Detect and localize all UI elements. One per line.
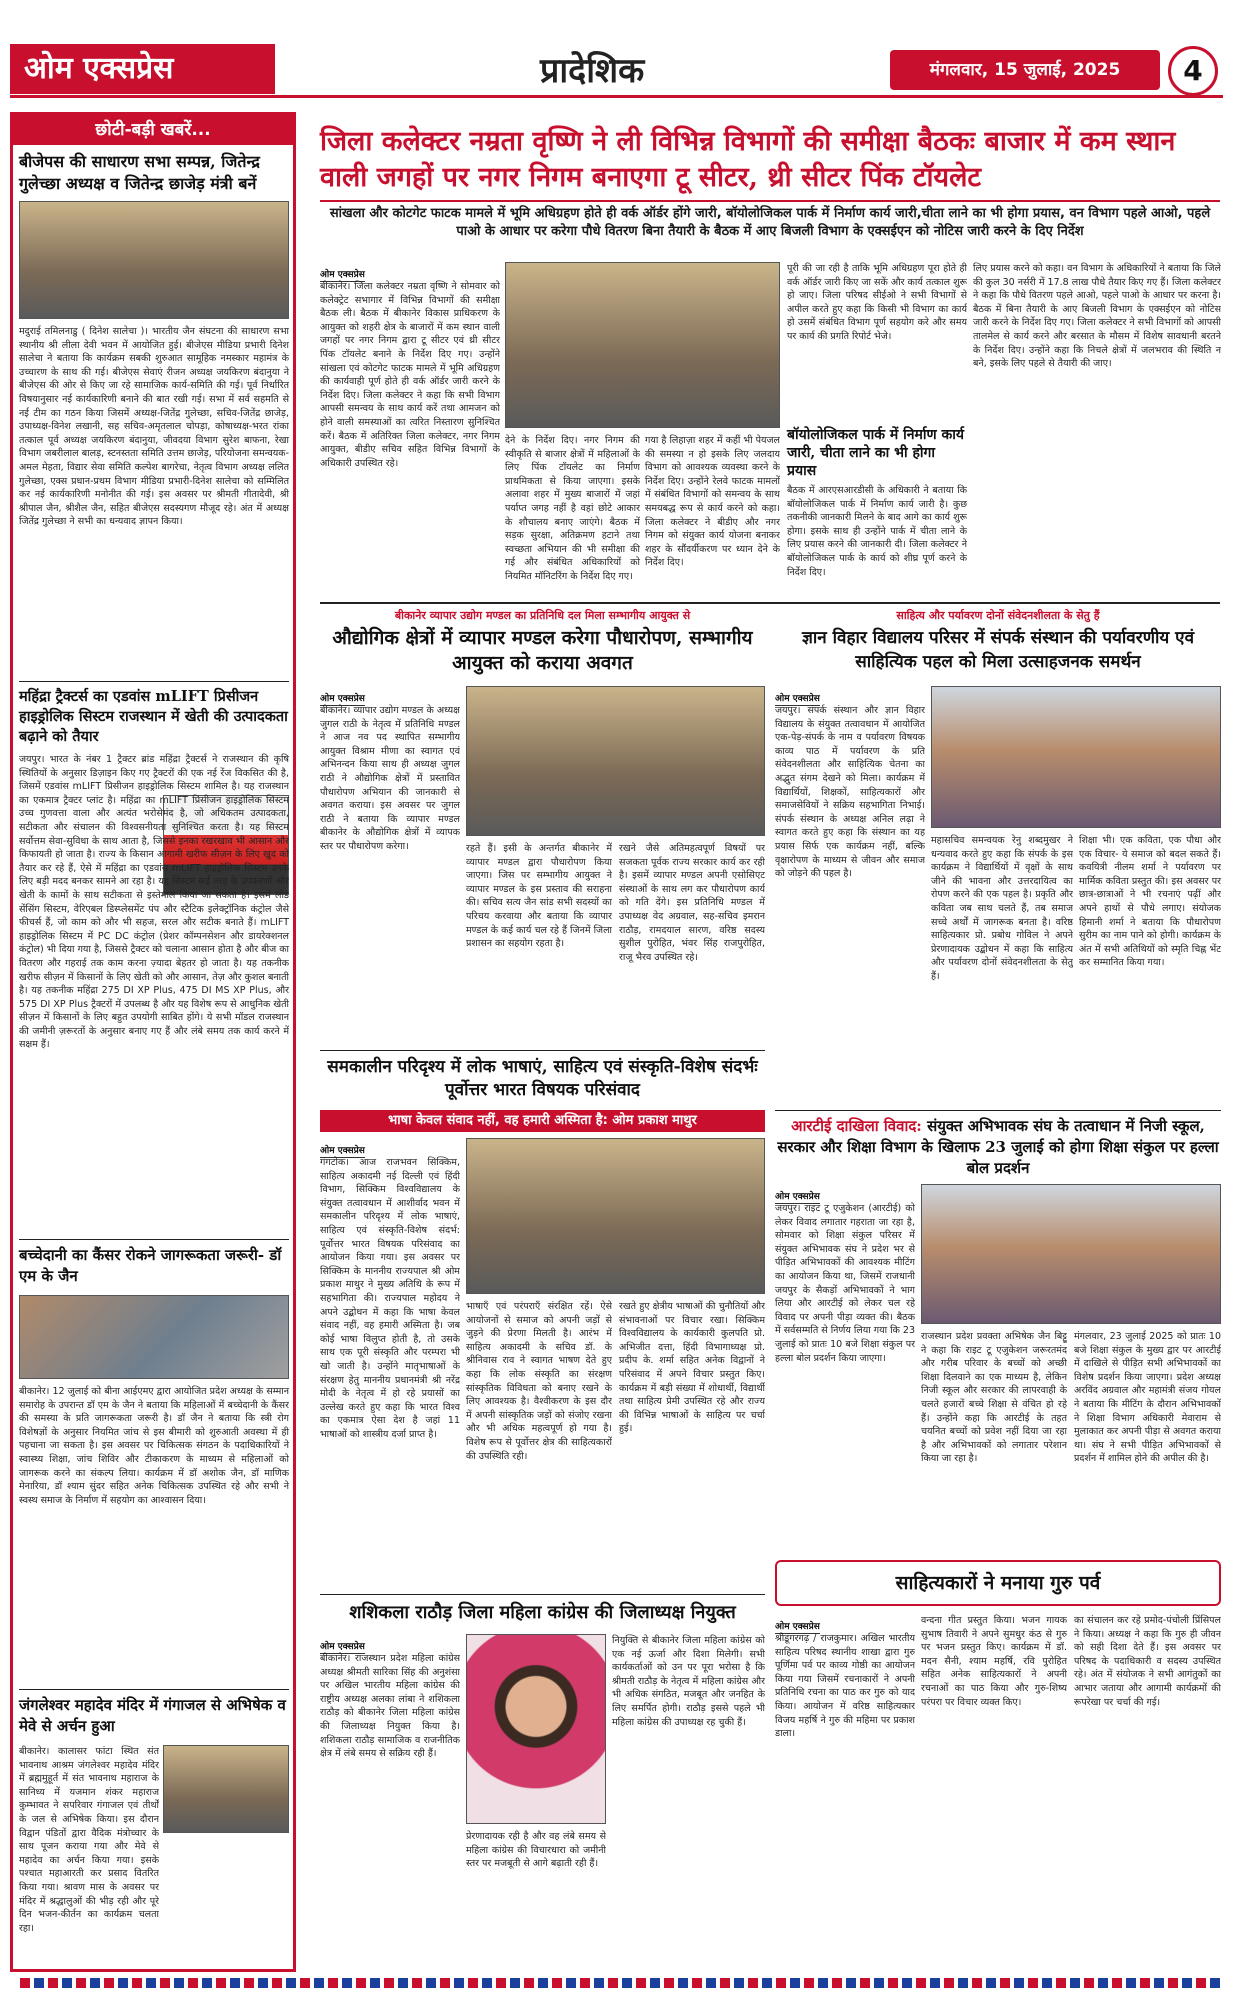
a2-body-1: जयपुर। संपर्क संस्थान और ज्ञान विहार विद्यालय के संयुक्त तत्वावधान में आयोजित एक-पेड़-संपर्क के नाम व पर्यावरण विषयक काव्य पाठ में पर्यावरण के प्रति संवेदनशीलता और साहित्यिक चेतना का अद्भुत संगम देखने को मिला। कार्यक्रम में विद्यार्थियों, शिक्षकों, साहित्यकारों और समाजसेवियों ने सक्रिय सहभागिता निभाई। संपर्क संस्थान के अध्यक्ष अनिल लढ़ा ने स्वागत करते हुए कहा कि संस्थान का यह प्रयास सिर्फ एक कार्यक्रम नहीं, बल्कि वृक्षारोपण के माध्यम से जीवन और समाज को जोड़ने की पहल है। <box>775 705 925 880</box>
a1-photo <box>466 686 765 836</box>
a5-byline: ओम एक्सप्रेस <box>320 1639 365 1654</box>
s3-photo <box>19 1295 289 1379</box>
s2-body: जयपुर। भारत के नंबर 1 ट्रैक्टर ब्रांड महिंद्रा ट्रैक्टर्स ने राजस्थान की कृषि स्थितियों के अनुसार डिज़ाइन किए गए ट्रैक्टरों की एक नई रेंज विकसित की है, जिसमें एडवांस mLIFT प्रिसीजन हाइड्रोलिक सिस्टम शामिल है। यह राजस्थान का एकमात्र ट्रैक्टर प्लांट है। महिंद्रा का mLIFT प्रिसीजन हाइड्रोलिक सिस्टम उच्च गुणवत्ता वाला और अत्यंत भरोसेमंद है, जो अधिकतम उत्पादकता, सटीकता और संचालन की विश्वसनीयता सुनिश्चित करता है। यह सिस्टम सर्वोत्तम सेवा-सुविधा के साथ आता है, जिससे इनका रखरखाव भी आसान और किफायती हो जाता है। राज्य के किसान आगामी खरीफ सीज़न के लिए खुद को तैयार कर रहे हैं, ऐसे में महिंद्रा का एडवांस mLIFT हाइड्रोलिक सिस्टम उनके लिए बड़ी मदद बनकर सामने आ रहा है। यह सिस्टम कई तरह के उपकरणों और खेती के कामों के साथ सटीकता से इस्तेमाल किया जा सकता है। इसमें लोड सेंसिंग सिस्टम, वेरिएबल डिस्प्लेसमेंट पंप और स्टैटिक इलेक्ट्रॉनिक कंट्रोल जैसे फीचर्स हैं, जो काम को और भी सहज, सरल और सटीक बनाते हैं। mLIFT हाइड्रोलिक सिस्टम में PC DC कंट्रोल (प्रेशर कॉम्पनसेशन और डायरेक्शनल कंट्रोल) भी दिया गया है, जिससे ट्रैक्टर को चलाना आसान होता है और बीज का वितरण और गहराई तक काम करना ज़्यादा बेहतर हो जाता है। यह तकनीक खरीफ सीज़न में किसानों के लिए खेती को और आसान, तेज़ और कुशल बनाती है। यह तकनीक महिंद्रा 275 DI XP Plus, 475 DI MS XP Plus, और 575 DI XP Plus ट्रैक्टरों में उपलब्ध है और यह विशेष रूप से आधुनिक खेती सीज़न में किसानों के लिए बहुत उपयोगी साबित होंगे। ये सभी मॉडल राजस्थान की जमीनी ज़रूरतों के अनुसार बनाए गए हैं और लंबे समय तक कार्य करने में सक्षम हैं। <box>19 754 289 1051</box>
s4-headline: जंगलेश्वर महादेव मंदिर में गंगाजल से अभिषेक व मेवे से अर्चन हुआ <box>19 1696 286 1735</box>
a6-body-2: वन्दना गीत प्रस्तुत किया। भजन गायक सुभाष तिवारी ने अपने सुमधुर कंठ से गुरु पर भजन प्रस्तुत किए। कार्यक्रम में डॉ. मदन सैनी, श्याम महर्षि, रवि पुरोहित सहित अनेक साहित्यकारों ने अपनी रचनाओं का पाठ किया और गुरु-शिष्य परंपरा पर विचार व्यक्त किए। <box>921 1615 1067 1708</box>
a3-headline: समकालीन परिदृश्य में लोक भाषाएं, साहित्य एवं संस्कृति-विशेष संदर्भः पूर्वोत्तर भारत विषयक परिसंवाद <box>327 1057 758 1100</box>
a4-body-3: मंगलवार, 23 जुलाई 2025 को प्रातः 10 बजे शिक्षा संकुल के मुख्य द्वार पर आरटीई में दाखिले से पीड़ित सभी अभिभावकों का विशेष प्रदर्शन किया जाएगा। प्रदेश अध्यक्ष अरविंद अग्रवाल और महामंत्री संजय गोयल ने बताया कि मीटिंग के दौरान अभिभावकों ने शिक्षा विभाग अधिकारी मेवाराम से मुलाकात कर अपनी पीड़ा से अवगत कराया था। संघ ने सभी पीड़ित अभिभावकों से प्रदर्शन में शामिल होने की अपील की है। <box>1074 1331 1221 1465</box>
a1-kicker: बीकानेर व्यापार उद्योग मण्डल का प्रतिनिधि दल मिला सम्भागीय आयुक्त से <box>394 609 691 622</box>
a2-photo <box>931 686 1221 828</box>
lead-subhead: बॉयोलोजिकल पार्क में निर्माण कार्य जारी, चीता लाने का भी होगा प्रयास <box>787 427 964 479</box>
a4-byline: ओम एक्सप्रेस <box>775 1189 820 1204</box>
a4-kicker: आरटीई दाखिला विवाद: <box>791 1117 922 1135</box>
a5-headline: शशिकला राठौड़ जिला महिला कांग्रेस की जिलाध्यक्ष नियुक्त <box>349 1602 736 1623</box>
a5-byline-wrap <box>320 1634 460 1654</box>
a3-body-2: भाषाएँ एवं परंपराएँ संरक्षित रहें। ऐसे आयोजनों से समाज को अपनी जड़ों से जुड़ने की प्रेरणा मिलती है। आरंभ में साहित्य अकादमी के सचिव डॉ. के श्रीनिवास राव ने स्वागत भाषण देते हुए कहा कि लोक संस्कृति का संरक्षण सांस्कृतिक विविधता को बनाए रखने के लिए आवश्यक है। वैश्वीकरण के इस दौर में अपनी सांस्कृतिक जड़ों को संजोए रखना और भी अधिक महत्वपूर्ण हो गया है। विशेष रूप से पूर्वोत्तर क्षेत्र की साहित्यकारों की उपस्थिति रही। <box>466 1301 612 1462</box>
a1-body-2: रहते हैं। इसी के अन्तर्गत बीकानेर में व्यापार मण्डल द्वारा पौधारोपण किया जाएगा। जिस पर सम्भागीय आयुक्त ने व्यापार मण्डल के इस प्रस्ताव की सराहना की। सचिव सत्य जैन सांड सभी सदस्यों का परिचय करवाया और बताया कि व्यापार मण्डल के कई कार्य चल रहे हैं जिनमें जिला प्रशासन का सहयोग रहता है। <box>466 843 612 950</box>
lead-body-2: देने के निर्देश दिए। नगर निगम की स्वीकृति से बाजार क्षेत्रों में महिलाओं के लिए पिंक टॉयलेट का निर्माण प्राथमिकता से किया जाएगा। इसके अलावा शहर में मुख्य बाजारों में जहां पर्याप्त जगह नहीं है वहां छोटे आकार के शौचालय बनाए जाएंगे। बैठक में सड़क सुरक्षा, अतिक्रमण हटाने तथा स्वच्छता अभियान की भी समीक्षा की गई और संबंधित अधिकारियों को नियमित मॉनिटरिंग के निर्देश दिए गए। <box>505 435 640 582</box>
a1-byline-wrap <box>320 686 460 706</box>
a1-byline: ओम एक्सप्रेस <box>320 691 365 706</box>
lead-byline-wrap <box>320 262 500 282</box>
a2-headline: ज्ञान विहार विद्यालय परिसर में संपर्क संस्थान की पर्यावरणीय एवं साहित्यिक पहल को मिला उत्साहजनक समर्थन <box>801 628 1195 672</box>
a6-headline-box <box>775 1560 1221 1606</box>
section-title: प्रादेशिक <box>540 51 645 91</box>
lead-headline: जिला कलेक्टर नम्रता वृष्णि ने ली विभिन्न विभागों की समीक्षा बैठकः बाजार में कम स्थान वाली जगहों पर नगर निगम बनाएगा टू सीटर, थ्री सीटर पिंक टॉयलेट <box>320 126 1176 193</box>
a2-byline: ओम एक्सप्रेस <box>775 691 820 706</box>
divider <box>320 602 1220 604</box>
a4-body-2: राजस्थान प्रदेश प्रवक्ता अभिषेक जैन बिट्टू ने कहा कि राइट टू एजुकेशन जरूरतमंद और गरीब परिवार के बच्चों को अच्छी शिक्षा दिलवाने का एक माध्यम है, लेकिन निजी स्कूल और सरकार की लापरवाही के चलते हजारों बच्चे शिक्षा से वंचित हो रहे हैं। उन्होंने कहा कि आरटीई के तहत चयनित बच्चों को प्रवेश नहीं दिया जा रहा है और अभिभावकों को लगातार परेशान किया जा रहा है। <box>921 1331 1067 1465</box>
short-news-column <box>10 112 296 1972</box>
short-news-header: छोटी-बड़ी खबरें... <box>13 115 293 145</box>
lead-body-5: बैठक में आरएसआरडीसी के अधिकारी ने बताया कि बॉयोलोजिकल पार्क में निर्माण कार्य जारी है। कुछ तकनीकी जानकारी मिलने के बाद आगे का कार्य शुरू होगा। इसके साथ ही उन्होंने पार्क में चीता लाने के लिए प्रयास करने की जानकारी दी। जिला कलेक्टर ने बॉयोलोजिकल पार्क के कार्य को शीघ्र पूर्ण करने के निर्देश दिए। <box>787 485 967 578</box>
masthead <box>10 44 1223 98</box>
s2-headline: महिंद्रा ट्रैक्टर्स का एडवांस mLIFT प्रिसीजन हाइड्रोलिक सिस्टम राजस्थान में खेती की उत्पादकता बढ़ाने को तैयार <box>19 688 288 745</box>
divider <box>19 681 289 682</box>
brand-logo: ओम एक्सप्रेस <box>10 44 275 94</box>
a2-byline-wrap <box>775 686 925 706</box>
a3-photo <box>466 1138 765 1294</box>
lead-body-1: बीकानेर। जिला कलेक्टर नम्रता वृष्णि ने सोमवार को कलेक्ट्रेट सभागार में विभिन्न विभागों की समीक्षा बैठक ली। बैठक में बीकानेर विकास प्राधिकरण के आयुक्त को शहरी क्षेत्र के बाजारों में कम स्थान वाली जगहों पर नगर निगम द्वारा टू सीटर एवं थ्री सीटर पिंक टॉयलेट बनाने के निर्देश दिए गए। उन्होंने सांखला एवं कोटगेट फाटक मामले में भूमि अधिग्रहण की कार्यवाही पूर्ण होते ही वर्क ऑर्डर जारी करने के निर्देश दिए। जिला कलेक्टर ने कहा कि सभी विभाग आपसी समन्वय के साथ कार्य करें तथा आमजन को होने वाली समस्याओं का त्वरित निस्तारण सुनिश्चित करें। बैठक में अतिरिक्त जिला कलेक्टर, नगर निगम आयुक्त, बीडीए सचिव सहित विभिन्न विभागों के अधिकारी उपस्थित रहे। <box>320 281 500 469</box>
a4-headline: संयुक्त अभिभावक संघ के तत्वाधान में निजी स्कूल, सरकार और शिक्षा विभाग के खिलाफ 23 जुलाई को होगा शिक्षा संकुल पर हल्ला बोल प्रदर्शन <box>777 1117 1219 1177</box>
lead-byline: ओम एक्सप्रेस <box>320 267 365 282</box>
a4-headline-wrap <box>775 1116 1221 1179</box>
s1-headline: बीजेपस की साधारण सभा सम्पन्न, जितेन्द्र गुलेच्छा अध्यक्ष व जितेन्द्र छाजेड़ मंत्री बनें <box>19 152 260 193</box>
a6-body-3: का संचालन कर रहे प्रमोद-पंचोली प्रिंसिपल ने किया। अध्यक्ष ने कहा कि गुरु ही जीवन को सही दिशा देते हैं। इस अवसर पर परिषद के पदाधिकारी व सदस्य उपस्थित रहे। अंत में संयोजक ने सभी आगंतुकों का आभार जताया और आगामी कार्यक्रमों की रूपरेखा पर चर्चा की गई। <box>1074 1615 1221 1708</box>
divider <box>19 1689 289 1690</box>
s3-headline: बच्चेदानी का कैंसर रोकने जागरूकता जरूरी- डॉ एम के जैन <box>19 1246 282 1285</box>
lead-photo <box>505 262 780 428</box>
s3-body: बीकानेर। 12 जुलाई को बीना आईएमए द्वारा आयोजित प्रदेश अध्यक्ष के सम्मान समारोह के उपरान्त डॉ एम के जैन ने बताया कि महिलाओं में बच्चेदानी के कैंसर की समस्या के प्रति जागरूकता जरूरी है। डॉ जैन ने बताया कि स्त्री रोग विशेषज्ञों के अनुसार नियमित जांच से इस बीमारी को शुरुआती अवस्था में ही पहचाना जा सकता है। इस अवसर पर चिकित्सक संगठन के पदाधिकारियों ने स्वास्थ्य शिक्षा, जांच शिविर और टीकाकरण के माध्यम से महिलाओं को जागरूक करने का संकल्प लिया। कार्यक्रम में डॉ अशोक जैन, डॉ माणिक मेनारिया, डॉ श्याम सुंदर सहित अनेक चिकित्सक उपस्थित रहे और सभी ने स्वस्थ समाज के निर्माण में सहयोग का आश्वासन दिया। <box>19 1386 289 1506</box>
registration-bar <box>20 1978 1220 1988</box>
a3-body-1: गंगटोक। आज राजभवन सिक्किम, साहित्य अकादमी नई दिल्ली एवं हिंदी विभाग, सिक्किम विश्वविद्यालय के संयुक्त तत्वावधान में आशीर्वाद भवन में समकालीन परिदृश्य में लोक भाषाएं, साहित्य एवं संस्कृति-विशेष संदर्भ: पूर्वोत्तर भारत विषयक परिसंवाद का आयोजन किया गया। इस अवसर पर सिक्किम के माननीय राज्यपाल श्री ओम प्रकाश माथुर ने मुख्य अतिथि के रूप में सहभागिता की। राज्यपाल महोदय ने अपने उद्बोधन में कहा कि भाषा केवल संवाद नहीं, वह हमारी अस्मिता है। जब कोई भाषा विलुप्त होती है, तो उसके साथ एक पूरी संस्कृति और परम्परा भी खो जाती है। उन्होंने मातृभाषाओं के संरक्षण हेतु माननीय प्रधानमंत्री श्री नरेंद्र मोदी के नेतृत्व में हो रहे प्रयासों का उल्लेख करते हुए कहा कि भारत विश्व का एकमात्र ऐसा देश है जहां 11 भाषाओं को शास्त्रीय दर्जा प्राप्त है। <box>320 1157 460 1440</box>
a6-body-1: श्रीडूंगरगढ़ / राजकुमार। अखिल भारतीय साहित्य परिषद स्थानीय शाखा द्वारा गुरु पूर्णिमा पर्व पर काव्य गोष्ठी का आयोजन किया गया जिसमें रचनाकारों ने अपनी प्रतिनिधि रचना का पाठ कर गुरु को याद किया। आयोजन में वरिष्ठ साहित्यकार विजय महर्षि ने गुरु की महिमा पर प्रकाश डाला। <box>775 1633 915 1740</box>
divider <box>320 1050 765 1051</box>
a4-photo <box>921 1184 1221 1324</box>
lead-body-6: लिए प्रयास करने को कहा। वन विभाग के अधिकारियों ने बताया कि जिले की कुल 30 नर्सरी में 17.8 लाख पौधे तैयार किए गए हैं। जिला कलेक्टर ने कहा कि पौधे वितरण पहले आओ, पहले पाओ के आधार पर करना है। बैठक में बिना तैयारी के आए बिजली विभाग के एक्सईएन को नोटिस जारी करने के निर्देश दिए गए। जिला कलेक्टर ने सभी विभागों को आपसी तालमेल से कार्य करने और बरसात के मौसम में विशेष सावधानी बरतने के निर्देश दिए। उन्होंने कहा कि निचले क्षेत्रों में जलभराव की स्थिति न बने, इसके लिए पहले से तैयारी की जाए। <box>973 263 1221 370</box>
page-number: 4 <box>1168 46 1218 96</box>
s1-body: मदुराई तमिलनाडु ( दिनेश सालेचा )। भारतीय जैन संघटना की साधारण सभा स्थानीय श्री लीला देवी भवन में आयोजित हुई। बीजेएस मीडिया प्रभारी दिनेश सालेचा ने बताया कि कार्यक्रम सबकी शुरुआत सामूहिक नमस्कार महामंत्र के उच्चारण के साथ की गई। बीजेएस सेवाएं रीजन अध्यक्ष जयकिरण बंदानुया ने बीजेएस की ओर से किए जा रहे सामाजिक कार्य-समिति की गई। पूर्व निर्धारित विषयानुसार नई कार्यकारिणी बनाने की बात रखी गई। सभा में सर्व सहमति से नई टीम का गठन किया जिसमें अध्यक्ष-जितेंद्र गुलेच्छा, सचिव-जितेंद्र छाजेड़, उपाध्यक्ष-विनेश लखानी, सह सचिव-अमृतलाल चोपड़ा, कोषाध्यक्ष-भरत रांका तत्काल पूर्व अध्यक्ष जयकिरण बंदानुया, जीवदया विभाग सुरेश बाफना, रेखा विभाग जबरीलाल बालड़, स्टनस्तता समिति उत्तम छाजेड़, परियोजना समन्वयक-अमल मेहता, विद्यार सेवा समिति कल्पेश बागरेचा, नेतृत्व विभाग अध्यक्ष ललित गुलेच्छा, एक्स प्रधान-प्रथम विभाग मीडिया प्रभारी-दिनेश सालेचा को सम्मिलित कर नई कार्यकारिणी मनोनीत की गई। इस अवसर पर श्रीमती गीतादेवी, श्री श्रीपाल जैन, श्रीशैल जैन, सहित बीजेएस सदस्यगण मौजूद रहे। अंत में अध्यक्ष जितेंद्र गुलेच्छा ने सभी का धन्यवाद ज्ञापन किया। <box>19 326 289 528</box>
a4-byline-wrap <box>775 1184 915 1204</box>
a1-body-1: बीकानेर। व्यापार उद्योग मण्डल के अध्यक्ष जुगल राठी के नेतृत्व में प्रतिनिधि मण्डल ने आज नव पद स्थापित सम्भागीय आयुक्त विश्राम मीणा का स्वागत एवं अभिनन्दन किया साथ ही अध्यक्ष जुगल राठी ने औद्योगिक क्षेत्रों में प्रस्तावित पौधारोपण अभियान की जानकारी से अवगत कराया। इस अवसर पर जुगल राठी ने बताया कि व्यापार मण्डल बीकानेर के औद्योगिक क्षेत्रों में व्यापक स्तर पर पौधारोपण करेगा। <box>320 705 460 852</box>
a5-body-2: प्रेरणादायक रही है और वह लंबे समय से महिला कांग्रेस की विचारधारा को जमीनी स्तर पर मजबूती से आगे बढ़ाती रही हैं। <box>466 1831 606 1870</box>
divider <box>775 1110 1221 1111</box>
divider <box>320 1594 765 1595</box>
s1-photo <box>19 201 289 319</box>
a6-byline: ओम एक्सप्रेस <box>775 1619 820 1634</box>
a3-byline: ओम एक्सप्रेस <box>320 1143 365 1158</box>
a3-byline-wrap <box>320 1138 460 1158</box>
divider <box>19 1239 289 1240</box>
a4-body-1: जयपुर। राइट टू एजुकेशन (आरटीई) को लेकर विवाद लगातार गहराता जा रहा है, सोमवार को शिक्षा संकुल परिसर में संयुक्त अभिभावक संघ ने प्रदेश भर से पीड़ित अभिभावकों की आवश्यक मीटिंग का आयोजन किया था, जिसमें राजधानी जयपुर के सैकड़ों अभिभावकों ने भाग लिया और आरटीई को लेकर चल रहे विवाद पर अपनी पीड़ा व्यक्त की। बैठक में सर्वसम्मति से निर्णय लिया गया कि 23 जुलाई को प्रातः 10 बजे शिक्षा संकुल पर हल्ला बोल प्रदर्शन किया जाएगा। <box>775 1203 915 1364</box>
a2-body-3: शिक्षा भी। एक कविता, एक पौधा और एक विचार- ये समाज को बदल सकते हैं। कवयित्री नीलम शर्मा ने पर्यावरण पर मार्मिक कविता प्रस्तुत की। इस अवसर पर छात्र-छात्राओं ने भी रचनाएं पढ़ीं और अपने हाथों से पौधे लगाए। संयोजक हिमानी शर्मा ने बताया कि पौधारोपण सुरीम का नाम पाने को होगी। कार्यक्रम के अंत में सभी अतिथियों को स्मृति चिह्न भेंट कर सम्मानित किया गया। <box>1079 835 1221 969</box>
a3-body-3: रखते हुए क्षेत्रीय भाषाओं की चुनौतियों और संभावनाओं पर विचार रखा। सिक्किम विश्वविद्यालय के कार्यकारी कुलपति प्रो. अभिजीत दत्ता, हिंदी विभागाध्यक्ष प्रो. प्रदीप के. शर्मा सहित अनेक विद्वानों ने परिसंवाद में अपने विचार प्रस्तुत किए। कार्यक्रम में बड़ी संख्या में शोधार्थी, विद्यार्थी तथा साहित्य प्रेमी उपस्थित रहे और राज्य की विभिन्न भाषाओं के साहित्य पर चर्चा हुई। <box>619 1301 765 1435</box>
a2-body-2: महासचिव समन्वयक रेनु शब्दमुखर ने धन्यवाद करते हुए कहा कि संपर्क के इस कार्यक्रम ने विद्यार्थियों में वृक्षों के साथ जीने की भावना और उत्तरदायित्व का रोपण करने की एक पहल है। प्रकृति और कविता जब साथ चलते हैं, तब समाज सच्चे अर्थों में जागरूक बनता है। वरिष्ठ साहित्यकार प्रो. प्रबोध गोविल ने अपने प्रेरणादायक उद्बोधन में कहा कि साहित्य और पर्यावरण दोनों संवेदनशीलता के सेतु हैं। <box>931 835 1073 982</box>
a1-headline: औद्योगिक क्षेत्रों में व्यापार मण्डल करेगा पौधारोपण, सम्भागीय आयुक्त को कराया अवगत <box>332 627 753 674</box>
a5-portrait <box>466 1634 606 1824</box>
s4-photo <box>163 1745 289 1833</box>
a2-kicker: साहित्य और पर्यावरण दोनों संवेदनशीलता के सेतु हैं <box>896 609 1100 622</box>
issue-date: मंगलवार, 15 जुलाई, 2025 <box>890 50 1160 90</box>
a5-body-1: बीकानेर। राजस्थान प्रदेश महिला कांग्रेस अध्यक्ष श्रीमती सारिका सिंह की अनुशंसा पर अखिल भारतीय महिला कांग्रेस की राष्ट्रीय अध्यक्ष अलका लांबा ने शशिकला राठौड़ को बीकानेर जिला महिला कांग्रेस की जिलाध्यक्ष नियुक्त किया है। शशिकला राठौड़ सामाजिक व राजनीतिक क्षेत्र में लंबे समय से सक्रिय रही हैं। <box>320 1653 460 1760</box>
s4-body: बीकानेर। कालासर फांटा स्थित संत भावनाथ आश्रम जंगलेश्वर महादेव मंदिर में ब्रह्ममुहूर्त में संत भावनाथ महाराज के सानिध्य में यजमान शंकर महाराज कुम्भावत ने सपरिवार गंगाजल एवं तीर्थों के जल से अभिषेक किया। इस दौरान विद्वान पंडितों द्वारा वैदिक मंत्रोच्चार के साथ पूजन कराया गया और मेवे से महादेव का अर्चन किया गया। इसके पश्चात महाआरती कर प्रसाद वितरित किया गया। श्रावण मास के अवसर पर मंदिर में श्रद्धालुओं की भीड़ रही और पूरे दिन भजन-कीर्तन का कार्यक्रम चलता रहा। <box>19 1746 159 1934</box>
a3-kicker: भाषा केवल संवाद नहीं, वह हमारी अस्मिता है: ओम प्रकाश माथुर <box>320 1110 765 1132</box>
lead-body-3: गया है लिहाज़ा शहर में कहीं भी पेयजल की समस्या न हो इसके लिए जलदाय विभाग को आवश्यक व्यवस्था करने के निर्देश दिए। उन्होंने रेलवे फाटक मामलों में संबंधित विभागों को समन्वय के साथ समयबद्ध रूप से कार्य करने को कहा। जिला कलेक्टर ने बीडीए और नगर निगम को संयुक्त कार्य योजना बनाकर शहर के सौंदर्यीकरण पर ध्यान देने के निर्देश दिए। <box>645 435 780 569</box>
a6-headline: साहित्यकारों ने मनाया गुरु पर्व <box>895 1572 1101 1594</box>
a5-body-3: नियुक्ति से बीकानेर जिला महिला कांग्रेस को एक नई ऊर्जा और दिशा मिलेगी। सभी कार्यकर्ताओं को उन पर पूरा भरोसा है कि श्रीमती राठौड़ के नेतृत्व में महिला कांग्रेस और भी अधिक संगठित, मजबूत और जनहित के लिए समर्पित होगी। राठौड़ इससे पहले भी महिला कांग्रेस की उपाध्यक्ष रह चुकी हैं। <box>612 1635 765 1728</box>
a1-body-3: रखने जैसे अतिमहत्वपूर्ण विषयों पर सजकता पूर्वक राज्य सरकार कार्य कर रही है। इसमें व्यापार मण्डल अपनी एसोसिएट संस्थाओं के साथ लग कर पौधारोपण कार्य को गति देंगे। इस प्रतिनिधि मण्डल में उपाध्यक्ष वेद अग्रवाल, सह-सचिव इमरान राठौड़, रामदयाल सारण, वरिष्ठ सदस्य सुशील पुरोहित, भंवर सिंह राजपुरोहित, राजू भैरव उपस्थित रहे। <box>619 843 765 963</box>
a6-byline-wrap <box>775 1614 915 1634</box>
lead-deck: सांखला और कोटगेट फाटक मामले में भूमि अधिग्रहण होते ही वर्क ऑर्डर होंगे जारी, बॉयोलोजिकल पार्क में निर्माण कार्य जारी,चीता लाने का भी होगा प्रयास, वन विभाग पहले आओ, पहले पाओ के आधार पर करेगा पौधे वितरण बिना तैयारी के बैठक में आए बिजली विभाग के एक्सईएन को नोटिस जारी करने के दिए निर्देश <box>320 200 1220 256</box>
lead-body-4: पूरी की जा रही है ताकि भूमि अधिग्रहण पूरा होते ही वर्क ऑर्डर जारी किए जा सकें और कार्य तत्काल शुरू हो जाए। जिला परिषद सीईओ ने सभी विभागों से अपील करते हुए कहा कि किसी भी विभाग का कार्य हो उसमें संबंधित विभाग पूर्ण सहयोग करे और समय पर कार्य की प्रगति रिपोर्ट भेजे। <box>787 263 967 342</box>
